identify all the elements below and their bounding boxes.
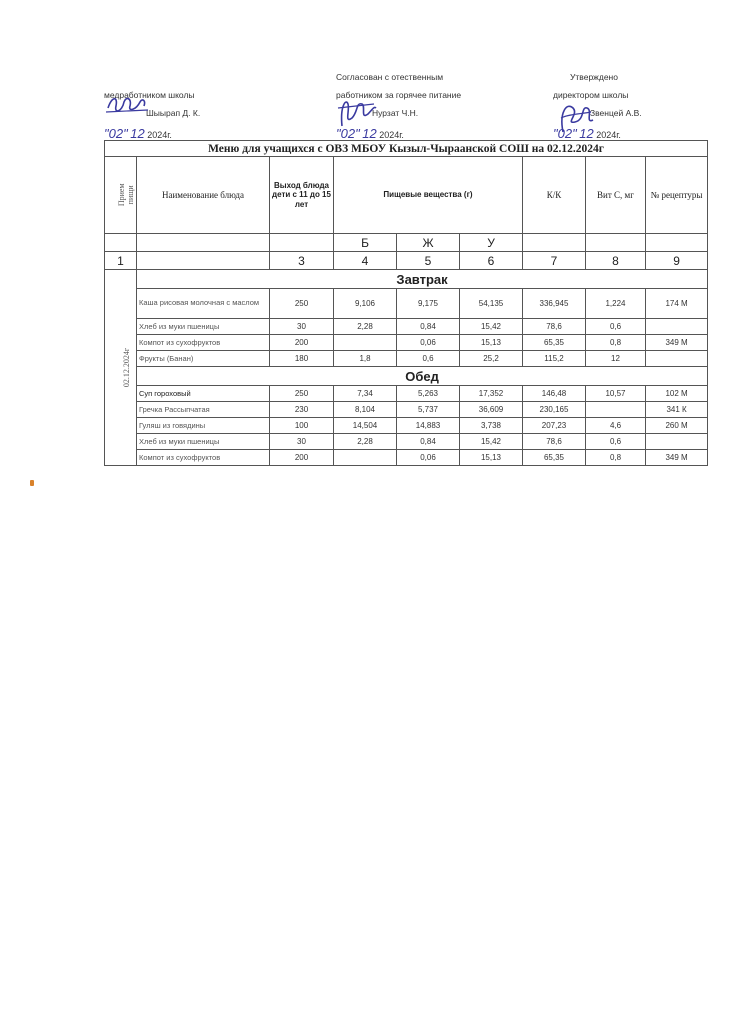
dish-kcal: 65,35 xyxy=(523,450,586,466)
dish-name: Компот из сухофруктов xyxy=(137,450,270,466)
dish-fat: 0,84 xyxy=(397,434,460,450)
subheader-zh: Ж xyxy=(397,234,460,252)
dish-protein: 1,8 xyxy=(334,351,397,367)
date-month: 12 xyxy=(579,126,594,141)
col-number xyxy=(137,252,270,270)
approval-col1-date xyxy=(104,126,172,141)
col-number: 4 xyxy=(334,252,397,270)
dish-vitc: 0,6 xyxy=(586,319,646,335)
dish-output: 100 xyxy=(270,418,334,434)
col-number: 7 xyxy=(523,252,586,270)
subheader-empty xyxy=(523,234,586,252)
header-recipe: № рецептуры xyxy=(646,157,708,234)
date-day: "02" xyxy=(336,126,360,141)
menu-table xyxy=(104,140,708,466)
header-intake xyxy=(105,157,137,234)
approval-col2-role: работником за горячее питание xyxy=(336,90,462,100)
header-dish: Наименование блюда xyxy=(137,157,270,234)
dish-protein xyxy=(334,335,397,351)
subheader-u: У xyxy=(460,234,523,252)
dish-recipe: 349 М xyxy=(646,450,708,466)
dish-recipe: 260 М xyxy=(646,418,708,434)
dish-output: 250 xyxy=(270,289,334,319)
date-vertical: 02.12.2024г xyxy=(122,347,132,388)
approval-col2-name: Нурзат Ч.Н. xyxy=(372,108,419,118)
approval-col1-role: медработником школы xyxy=(104,90,195,100)
dish-kcal: 146,48 xyxy=(523,386,586,402)
scan-speck xyxy=(30,480,34,486)
dish-fat: 9,175 xyxy=(397,289,460,319)
subheader-b: Б xyxy=(334,234,397,252)
date-day: "02" xyxy=(553,126,577,141)
dish-kcal: 230,165 xyxy=(523,402,586,418)
dish-kcal: 336,945 xyxy=(523,289,586,319)
dish-kcal: 207,23 xyxy=(523,418,586,434)
dish-name: Гречка Рассыпчатая xyxy=(137,402,270,418)
dish-output: 30 xyxy=(270,434,334,450)
dish-protein: 7,34 xyxy=(334,386,397,402)
meal-breakfast: Завтрак xyxy=(137,270,708,289)
subheader-empty xyxy=(137,234,270,252)
dish-name: Каша рисовая молочная с маслом xyxy=(137,289,270,319)
dish-vitc: 0,6 xyxy=(586,434,646,450)
col-number: 8 xyxy=(586,252,646,270)
dish-output: 180 xyxy=(270,351,334,367)
dish-kcal: 115,2 xyxy=(523,351,586,367)
dish-fat: 5,737 xyxy=(397,402,460,418)
subheader-empty xyxy=(646,234,708,252)
col-number: 9 xyxy=(646,252,708,270)
date-year: 2024г. xyxy=(147,130,172,140)
dish-name: Хлеб из муки пшеницы xyxy=(137,319,270,335)
header-kk: К/К xyxy=(523,157,586,234)
dish-recipe: 341 К xyxy=(646,402,708,418)
dish-vitc: 12 xyxy=(586,351,646,367)
dish-carbs: 3,738 xyxy=(460,418,523,434)
header-output: Выход блюда дети с 11 до 15 лет xyxy=(270,157,334,234)
dish-recipe: 174 М xyxy=(646,289,708,319)
header-vitc: Вит С, мг xyxy=(586,157,646,234)
date-day: "02" xyxy=(104,126,128,141)
dish-fat: 0,06 xyxy=(397,450,460,466)
dish-vitc: 0,8 xyxy=(586,450,646,466)
dish-carbs: 25,2 xyxy=(460,351,523,367)
dish-carbs: 15,13 xyxy=(460,450,523,466)
approval-col3-date xyxy=(553,126,621,141)
dish-vitc: 1,224 xyxy=(586,289,646,319)
dish-carbs: 36,609 xyxy=(460,402,523,418)
dish-fat: 0,6 xyxy=(397,351,460,367)
dish-carbs: 17,352 xyxy=(460,386,523,402)
approval-col2-date xyxy=(336,126,404,141)
col-number: 6 xyxy=(460,252,523,270)
dish-vitc: 0,8 xyxy=(586,335,646,351)
header-nutrients: Пищевые вещества (г) xyxy=(334,157,523,234)
approval-col3-name: Звенцей А.В. xyxy=(590,108,642,118)
dish-output: 250 xyxy=(270,386,334,402)
approval-col3-role: директором школы xyxy=(553,90,629,100)
dish-fat: 0,84 xyxy=(397,319,460,335)
approval-col2-title: Согласован с отественным xyxy=(336,72,444,82)
approval-col1-name: Шыырап Д. К. xyxy=(146,108,201,118)
subheader-empty xyxy=(270,234,334,252)
dish-carbs: 15,42 xyxy=(460,319,523,335)
meal-lunch: Обед xyxy=(137,367,708,386)
dish-recipe xyxy=(646,434,708,450)
dish-protein: 2,28 xyxy=(334,319,397,335)
dish-output: 30 xyxy=(270,319,334,335)
dish-name: Компот из сухофруктов xyxy=(137,335,270,351)
dish-kcal: 65,35 xyxy=(523,335,586,351)
dish-kcal: 78,6 xyxy=(523,319,586,335)
dish-carbs: 15,13 xyxy=(460,335,523,351)
date-cell xyxy=(105,270,137,466)
dish-carbs: 15,42 xyxy=(460,434,523,450)
menu-title: Меню для учащихся с ОВЗ МБОУ Кызыл-Чыраанской СОШ на 02.12.2024г xyxy=(105,141,708,157)
dish-vitc: 10,57 xyxy=(586,386,646,402)
col-number: 5 xyxy=(397,252,460,270)
dish-fat: 0,06 xyxy=(397,335,460,351)
dish-name: Фрукты (Банан) xyxy=(137,351,270,367)
dish-recipe xyxy=(646,351,708,367)
dish-name: Суп гороховый xyxy=(137,386,270,402)
date-year: 2024г. xyxy=(596,130,621,140)
date-month: 12 xyxy=(130,126,145,141)
dish-fat: 5,263 xyxy=(397,386,460,402)
subheader-empty xyxy=(586,234,646,252)
dish-protein: 2,28 xyxy=(334,434,397,450)
dish-name: Гуляш из говядины xyxy=(137,418,270,434)
date-month: 12 xyxy=(362,126,377,141)
dish-kcal: 78,6 xyxy=(523,434,586,450)
date-year: 2024г. xyxy=(379,130,404,140)
dish-recipe: 349 М xyxy=(646,335,708,351)
col-number: 1 xyxy=(105,252,137,270)
dish-recipe: 102 М xyxy=(646,386,708,402)
dish-name: Хлеб из муки пшеницы xyxy=(137,434,270,450)
dish-vitc: 4,6 xyxy=(586,418,646,434)
dish-output: 200 xyxy=(270,335,334,351)
header-intake-label: Прием пищи xyxy=(117,183,135,207)
subheader-empty xyxy=(105,234,137,252)
dish-output: 200 xyxy=(270,450,334,466)
col-number: 3 xyxy=(270,252,334,270)
dish-fat: 14,883 xyxy=(397,418,460,434)
menu-sheet xyxy=(104,140,707,466)
dish-protein: 14,504 xyxy=(334,418,397,434)
dish-carbs: 54,135 xyxy=(460,289,523,319)
dish-protein: 9,106 xyxy=(334,289,397,319)
dish-recipe xyxy=(646,319,708,335)
dish-vitc xyxy=(586,402,646,418)
dish-output: 230 xyxy=(270,402,334,418)
dish-protein: 8,104 xyxy=(334,402,397,418)
dish-protein xyxy=(334,450,397,466)
approval-col3-title: Утверждено xyxy=(570,72,618,82)
